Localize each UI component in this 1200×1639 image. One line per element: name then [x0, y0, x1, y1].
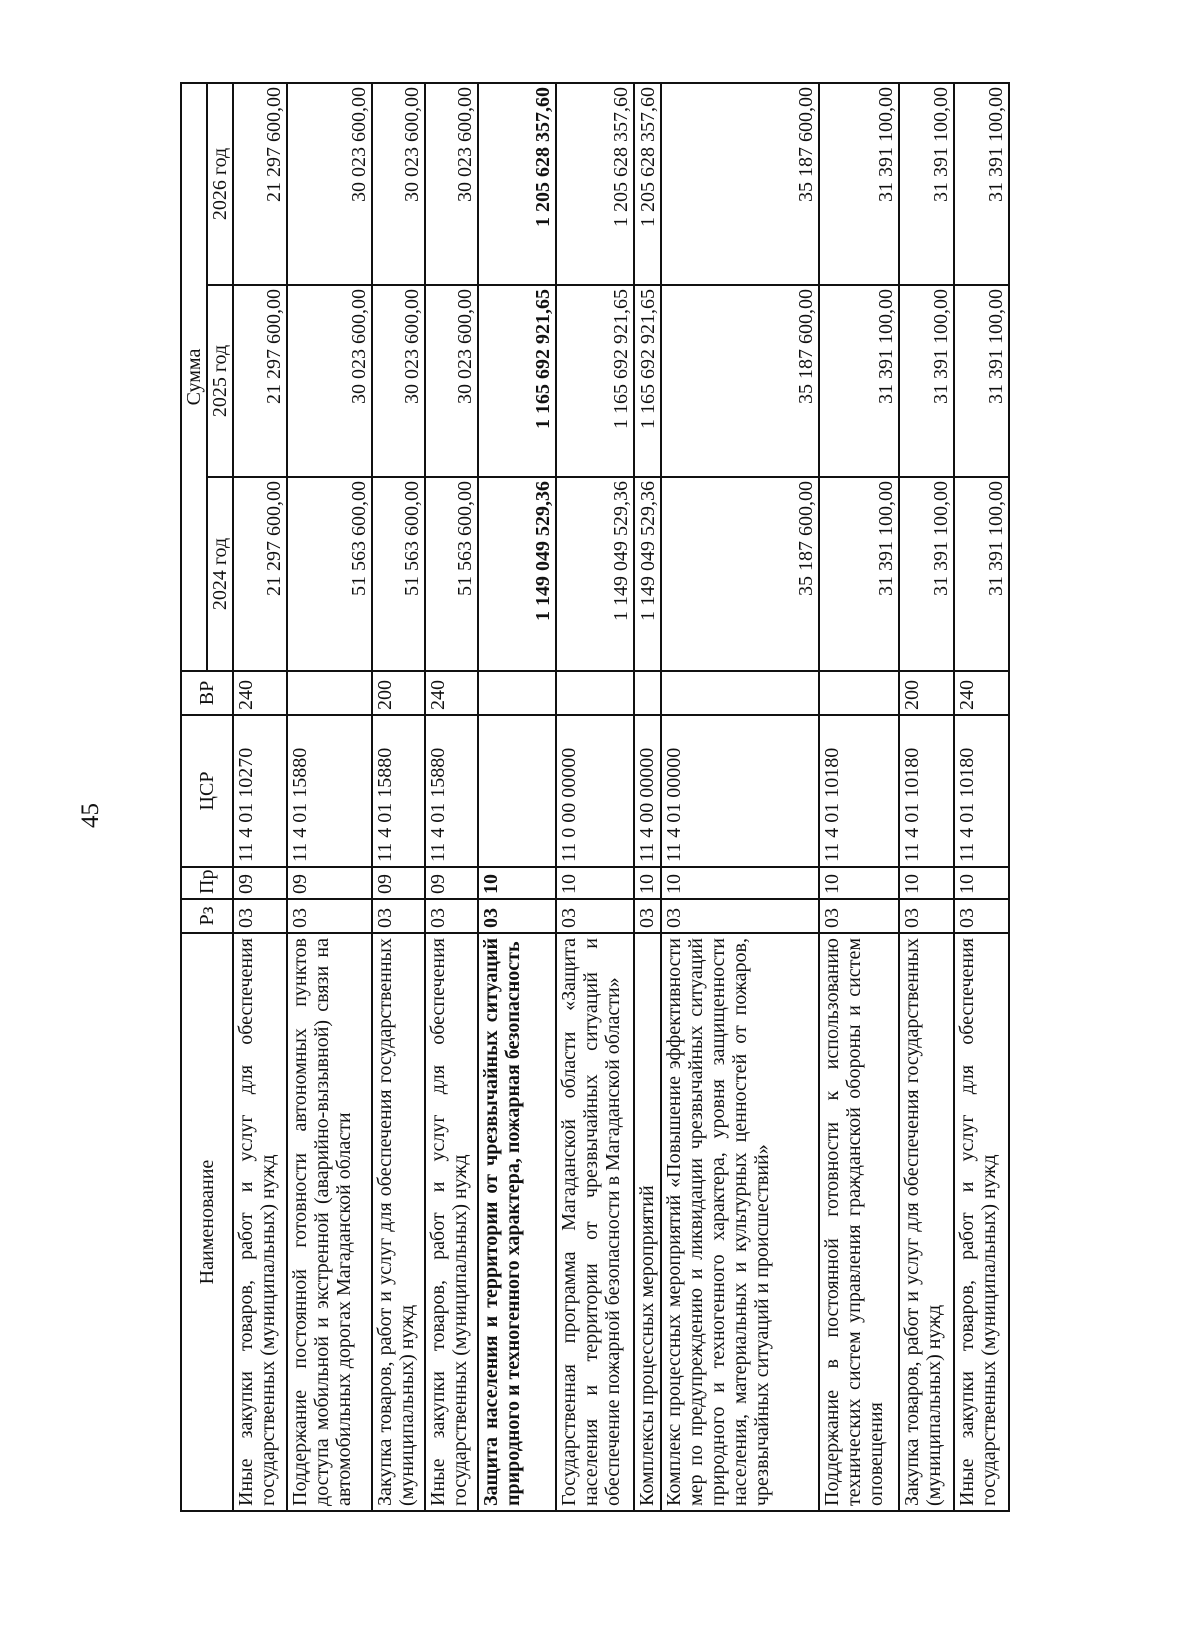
cell-vr: 240 [233, 671, 287, 715]
cell-sum-2026: 30 023 600,00 [287, 83, 371, 285]
cell-sum-2025: 31 391 100,00 [954, 285, 1010, 477]
cell-sum-2026: 31 391 100,00 [954, 83, 1010, 285]
cell-vr [819, 671, 899, 715]
budget-table [180, 82, 1010, 1512]
cell-rz: 03 [556, 899, 634, 933]
table-row [233, 83, 287, 1511]
cell-sum-2026: 1 205 628 357,60 [478, 83, 556, 285]
cell-csr: 11 4 01 10180 [899, 715, 953, 867]
cell-name: Иные закупки товаров, работ и услуг для обеспечения государственных (муниципальных) нужд [425, 933, 478, 1511]
header-sum: Сумма [181, 83, 207, 671]
cell-rz: 03 [287, 899, 371, 933]
table-row [372, 83, 425, 1511]
cell-name: Иные закупки товаров, работ и услуг для обеспечения государственных (муниципальных) нужд [233, 933, 287, 1511]
cell-name: Защита населения и территории от чрезвычайных ситуаций природного и техногенного характера, пожарная безопасность [478, 933, 556, 1511]
cell-csr: 11 4 01 15880 [372, 715, 425, 867]
cell-pr: 10 [899, 867, 953, 899]
cell-sum-2024: 51 563 600,00 [425, 477, 478, 671]
cell-vr [661, 671, 819, 715]
cell-csr: 11 4 01 10270 [233, 715, 287, 867]
cell-vr [478, 671, 556, 715]
cell-vr [634, 671, 661, 715]
cell-sum-2025: 30 023 600,00 [372, 285, 425, 477]
cell-sum-2025: 30 023 600,00 [425, 285, 478, 477]
cell-name: Комплекс процессных мероприятий «Повышение эффективности мер по предупреждению и ликвидации чрезвычайных ситуаций природного и техногенного характера, уровня защищенности населения, материальных и культурных ценностей от пожаров, чрезвычайных ситуаций и происшествий» [661, 933, 819, 1511]
cell-vr: 200 [372, 671, 425, 715]
header-vr: ВР [181, 671, 233, 715]
table-row [634, 83, 661, 1511]
cell-pr: 10 [954, 867, 1010, 899]
cell-sum-2026: 31 391 100,00 [899, 83, 953, 285]
cell-pr: 10 [556, 867, 634, 899]
cell-rz: 03 [233, 899, 287, 933]
cell-csr: 11 4 01 15880 [287, 715, 371, 867]
cell-rz: 03 [819, 899, 899, 933]
cell-rz: 03 [954, 899, 1010, 933]
cell-sum-2026: 31 391 100,00 [819, 83, 899, 285]
cell-vr: 240 [425, 671, 478, 715]
cell-csr: 11 0 00 00000 [556, 715, 634, 867]
page-number: 45 [77, 803, 104, 828]
header-2026: 2026 год [207, 83, 233, 285]
cell-sum-2024: 51 563 600,00 [287, 477, 371, 671]
cell-sum-2025: 1 165 692 921,65 [634, 285, 661, 477]
cell-name: Комплексы процессных мероприятий [634, 933, 661, 1511]
cell-name: Закупка товаров, работ и услуг для обеспечения государственных (муниципальных) нужд [372, 933, 425, 1511]
cell-sum-2025: 31 391 100,00 [899, 285, 953, 477]
cell-sum-2024: 1 149 049 529,36 [556, 477, 634, 671]
cell-vr [287, 671, 371, 715]
table-row [478, 83, 556, 1511]
cell-pr: 09 [233, 867, 287, 899]
cell-sum-2025: 1 165 692 921,65 [478, 285, 556, 477]
cell-sum-2024: 31 391 100,00 [899, 477, 953, 671]
cell-sum-2026: 30 023 600,00 [425, 83, 478, 285]
cell-sum-2024: 1 149 049 529,36 [478, 477, 556, 671]
cell-sum-2026: 35 187 600,00 [661, 83, 819, 285]
cell-rz: 03 [899, 899, 953, 933]
cell-name: Государственная программа Магаданской области «Защита населения и территории от чрезвычайных ситуаций и обеспечение пожарной безопасности в Магаданской области» [556, 933, 634, 1511]
cell-sum-2024: 21 297 600,00 [233, 477, 287, 671]
cell-pr: 09 [287, 867, 371, 899]
cell-name: Поддержание постоянной готовности автономных пунктов доступа мобильной и экстренной (аварийно-вызывной) связи на автомобильных дорогах Магаданской области [287, 933, 371, 1511]
cell-sum-2026: 21 297 600,00 [233, 83, 287, 285]
cell-sum-2025: 31 391 100,00 [819, 285, 899, 477]
header-pr: Пр [181, 867, 233, 899]
table-row [556, 83, 634, 1511]
cell-sum-2025: 35 187 600,00 [661, 285, 819, 477]
table-body [233, 83, 1009, 1511]
cell-rz: 03 [661, 899, 819, 933]
cell-sum-2024: 35 187 600,00 [661, 477, 819, 671]
cell-name: Закупка товаров, работ и услуг для обеспечения государственных (муниципальных) нужд [899, 933, 953, 1511]
cell-vr [556, 671, 634, 715]
cell-pr: 10 [819, 867, 899, 899]
cell-sum-2026: 30 023 600,00 [372, 83, 425, 285]
header-2025: 2025 год [207, 285, 233, 477]
header-name: Наименование [181, 933, 233, 1511]
cell-vr: 200 [899, 671, 953, 715]
header-2024: 2024 год [207, 477, 233, 671]
header-csr: ЦСР [181, 715, 233, 867]
cell-csr: 11 4 01 10180 [819, 715, 899, 867]
cell-sum-2025: 1 165 692 921,65 [556, 285, 634, 477]
cell-pr: 10 [634, 867, 661, 899]
table-row [661, 83, 819, 1511]
cell-csr [478, 715, 556, 867]
cell-csr: 11 4 00 00000 [634, 715, 661, 867]
cell-rz: 03 [634, 899, 661, 933]
cell-csr: 11 4 01 15880 [425, 715, 478, 867]
table-row [954, 83, 1010, 1511]
cell-vr: 240 [954, 671, 1010, 715]
cell-pr: 10 [661, 867, 819, 899]
cell-sum-2025: 21 297 600,00 [233, 285, 287, 477]
cell-rz: 03 [478, 899, 556, 933]
table-row [819, 83, 899, 1511]
cell-rz: 03 [372, 899, 425, 933]
header-rz: Рз [181, 899, 233, 933]
cell-name: Поддержание в постоянной готовности к использованию технических систем управления гражданской обороны и систем оповещения [819, 933, 899, 1511]
cell-csr: 11 4 01 10180 [954, 715, 1010, 867]
table-row [425, 83, 478, 1511]
table-row [899, 83, 953, 1511]
cell-pr: 10 [478, 867, 556, 899]
cell-sum-2025: 30 023 600,00 [287, 285, 371, 477]
cell-sum-2024: 51 563 600,00 [372, 477, 425, 671]
cell-sum-2026: 1 205 628 357,60 [634, 83, 661, 285]
cell-pr: 09 [425, 867, 478, 899]
cell-csr: 11 4 01 00000 [661, 715, 819, 867]
cell-sum-2024: 1 149 049 529,36 [634, 477, 661, 671]
cell-sum-2024: 31 391 100,00 [819, 477, 899, 671]
cell-sum-2026: 1 205 628 357,60 [556, 83, 634, 285]
budget-table-rotated-container [180, 84, 1010, 1512]
cell-rz: 03 [425, 899, 478, 933]
table-row [287, 83, 371, 1511]
cell-sum-2024: 31 391 100,00 [954, 477, 1010, 671]
cell-name: Иные закупки товаров, работ и услуг для обеспечения государственных (муниципальных) нужд [954, 933, 1010, 1511]
cell-pr: 09 [372, 867, 425, 899]
